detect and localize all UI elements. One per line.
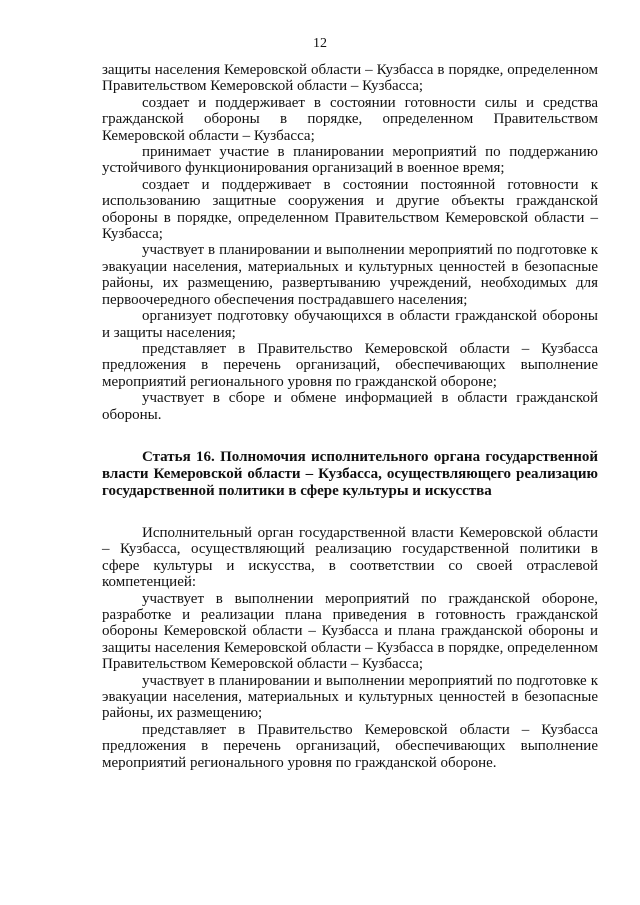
article-heading: Статья 16. Полномочия исполнительного органа государственной власти Кемеровской области – Кузбасса, осуществляющего реализацию государственной политики в сфере культуры и искусства xyxy=(102,448,598,499)
paragraph: участвует в выполнении мероприятий по гражданской обороне, разработке и реализации плана приведения в готовность гражданской обороны Кемеровской области – Кузбасса и плана гражданской обороны и защиты населения Кемеровской области – Кузбасса в порядке, определенном Правительством Кемеровской области – Кузбасса; xyxy=(102,590,598,673)
paragraph: участвует в сборе и обмене информацией в области гражданской обороны. xyxy=(102,390,598,423)
paragraph: участвует в планировании и выполнении мероприятий по подготовке к эвакуации населения, материальных и культурных ценностей в безопасные районы, их размещению, развертыванию учреждений, необходимых для первоочередного обеспечения пострадавшего населения; xyxy=(102,242,598,308)
paragraph: создает и поддерживает в состоянии постоянной готовности к использованию защитные сооружения и другие объекты гражданской обороны в порядке, определенном Правительством Кемеровской области – Кузбасса; xyxy=(102,176,598,243)
paragraph: организует подготовку обучающихся в области гражданской обороны и защиты населения; xyxy=(102,308,598,341)
document-body xyxy=(102,62,598,771)
paragraph: участвует в планировании и выполнении мероприятий по подготовке к эвакуации населения, материальных и культурных ценностей в безопасные районы, их размещению; xyxy=(102,672,598,722)
paragraph: принимает участие в планировании мероприятий по поддержанию устойчивого функционирования организаций в военное время; xyxy=(102,144,598,177)
paragraph: создает и поддерживает в состоянии готовности силы и средства гражданской обороны в порядке, определенном Правительством Кемеровской области – Кузбасса; xyxy=(102,94,598,144)
paragraph: представляет в Правительство Кемеровской области – Кузбасса предложения в перечень организаций, обеспечивающих выполнение мероприятий регионального уровня по гражданской обороне; xyxy=(102,340,598,390)
paragraph: защиты населения Кемеровской области – Кузбасса в порядке, определенном Правительством Кемеровской области – Кузбасса; xyxy=(102,62,598,95)
paragraph: представляет в Правительство Кемеровской области – Кузбасса предложения в перечень организаций, обеспечивающих выполнение мероприятий регионального уровня по гражданской обороне. xyxy=(102,721,598,771)
page-number: 12 xyxy=(313,36,327,51)
paragraph: Исполнительный орган государственной власти Кемеровской области – Кузбасса, осуществляющий реализацию государственной политики в сфере культуры и искусства, в соответствии со своей отраслевой компетенцией: xyxy=(102,524,598,591)
